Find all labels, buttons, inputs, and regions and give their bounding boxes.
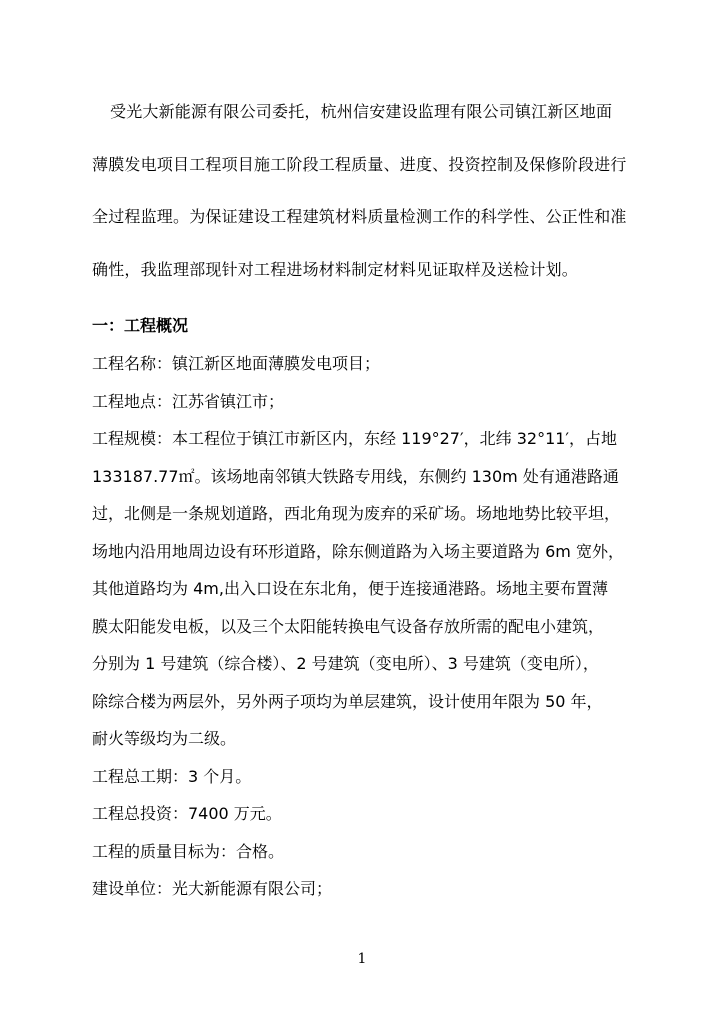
project-name: 工程名称：镇江新区地面薄膜发电项目； [92,354,381,373]
project-scale-line: 膜太阳能发电板，以及三个太阳能转换电气设备存放所需的配电小建筑， [92,616,605,636]
intro-line: 薄膜发电项目工程项目施工阶段工程质量、进度、投资控制及保修阶段进行 [92,154,627,174]
intro-line: 受光大新能源有限公司委托，杭州信安建设监理有限公司镇江新区地面 [110,102,613,121]
intro-line: 全过程监理。为保证建设工程建筑材料质量检测工作的科学性、公正性和准 [92,207,627,226]
project-scale-line: 场地内沿用地周边设有环形道路，除东侧道路为入场主要道路为 6m 宽外， [92,541,624,561]
project-scale-line: 分别为 1 号建筑（综合楼）、2 号建筑（变电所）、3 号建筑（变电所）， [92,654,599,673]
intro-paragraph [92,90,652,300]
project-investment: 工程总投资：7400 万元。 [92,804,282,823]
page-number: 1 [357,951,367,967]
project-scale-line: 除综合楼为两层外，另外两子项均为单层建筑，设计使用年限为 50 年， [92,691,603,711]
intro-line: 确性，我监理部现针对工程进场材料制定材料见证取样及送检计划。 [92,259,579,279]
project-scale-line: 工程规模：本工程位于镇江市新区内，东经 119°27′，北纬 32°11′，占地 [92,429,618,448]
quality-target: 工程的质量目标为：合格。 [92,841,285,861]
project-duration: 工程总工期：3 个月。 [92,766,252,786]
project-scale-line: 过，北侧是一条规划道路，西北角现为废弃的采矿场。场地地势比较平坦， [92,504,621,523]
owner-unit: 建设单位：光大新能源有限公司； [92,879,333,898]
project-details [92,351,652,914]
project-scale-line: 耐火等级均为二级。 [92,729,237,748]
project-overview [92,313,652,914]
section-heading: 一：工程概况 [92,316,189,335]
project-scale-line: 其他道路均为 4m,出入口设在东北角，便于连接通港路。场地主要布置薄 [92,579,608,598]
project-location: 工程地点：江苏省镇江市； [92,391,285,411]
project-scale-line: 133187.77㎡。该场地南邻镇大铁路专用线，东侧约 130m 处有通港路通 [92,466,619,486]
